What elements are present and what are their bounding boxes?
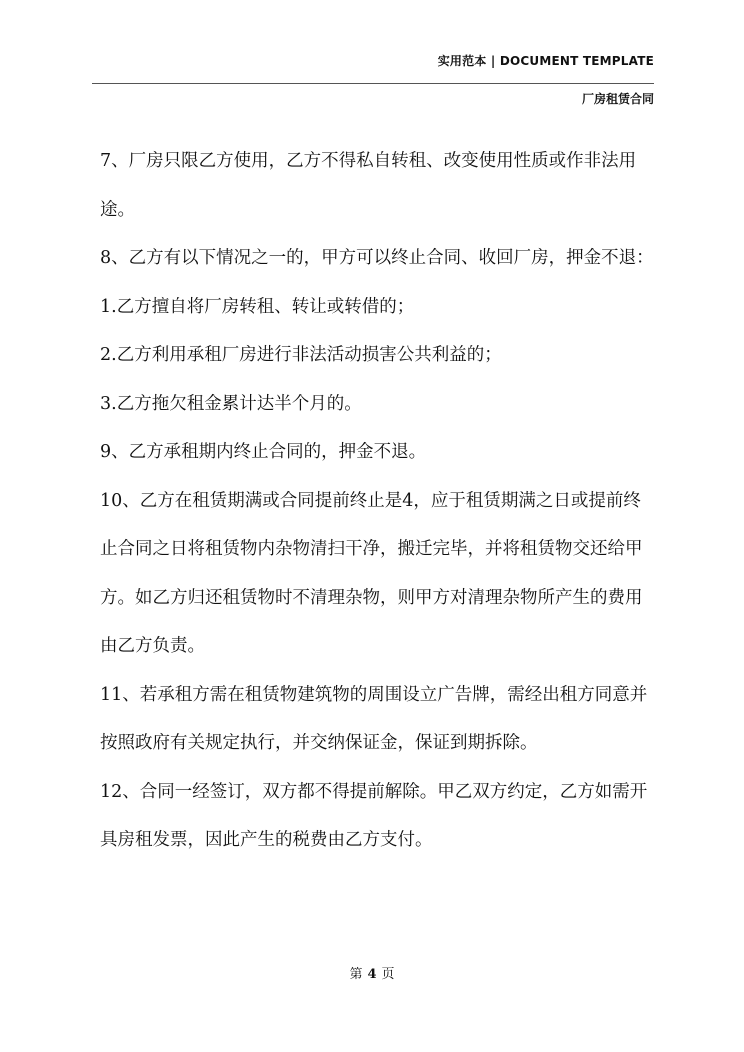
clause-8: 8、乙方有以下情况之一的，甲方可以终止合同、收回厂房，押金不退： (100, 248, 654, 268)
clause-8-item-2: 2.乙方利用承租厂房进行非法活动损害公共利益的； (100, 345, 502, 365)
header-template-label: 实用范本 | DOCUMENT TEMPLATE (437, 54, 654, 68)
clause-9: 9、乙方承租期内终止合同的，押金不退。 (100, 442, 427, 462)
contract-body (100, 137, 656, 865)
clause-8-item-1: 1.乙方擅自将厂房转租、转让或转借的； (100, 296, 415, 317)
clause-12: 12、合同一经签订，双方都不得提前解除。甲乙双方约定，乙方如需开具房租发票，因此产生的税费由乙方支付。 (100, 781, 648, 850)
header-divider (92, 83, 654, 84)
page-footer (0, 963, 744, 982)
header-document-title: 厂房租赁合同 (581, 92, 654, 106)
footer-suffix: 页 (381, 967, 395, 982)
clause-7: 7、厂房只限乙方使用，乙方不得私自转租、改变使用性质或作非法用途。 (100, 151, 637, 220)
clause-11: 11、若承租方需在租赁物建筑物的周围设立广告牌，需经出租方同意并按照政府有关规定执行，并交纳保证金，保证到期拆除。 (100, 684, 648, 753)
page-number: 4 (367, 967, 377, 982)
clause-8-item-3: 3.乙方拖欠租金累计达半个月的。 (100, 393, 362, 414)
clause-10: 10、乙方在租赁期满或合同提前终止是4，应于租赁期满之日或提前终止合同之日将租赁物内杂物清扫干净，搬迁完毕，并将租赁物交还给甲方。如乙方归还租赁物时不清理杂物，则甲方对清理杂物所产生的费用由乙方负责。 (100, 490, 643, 656)
footer-prefix: 第 (349, 967, 363, 982)
